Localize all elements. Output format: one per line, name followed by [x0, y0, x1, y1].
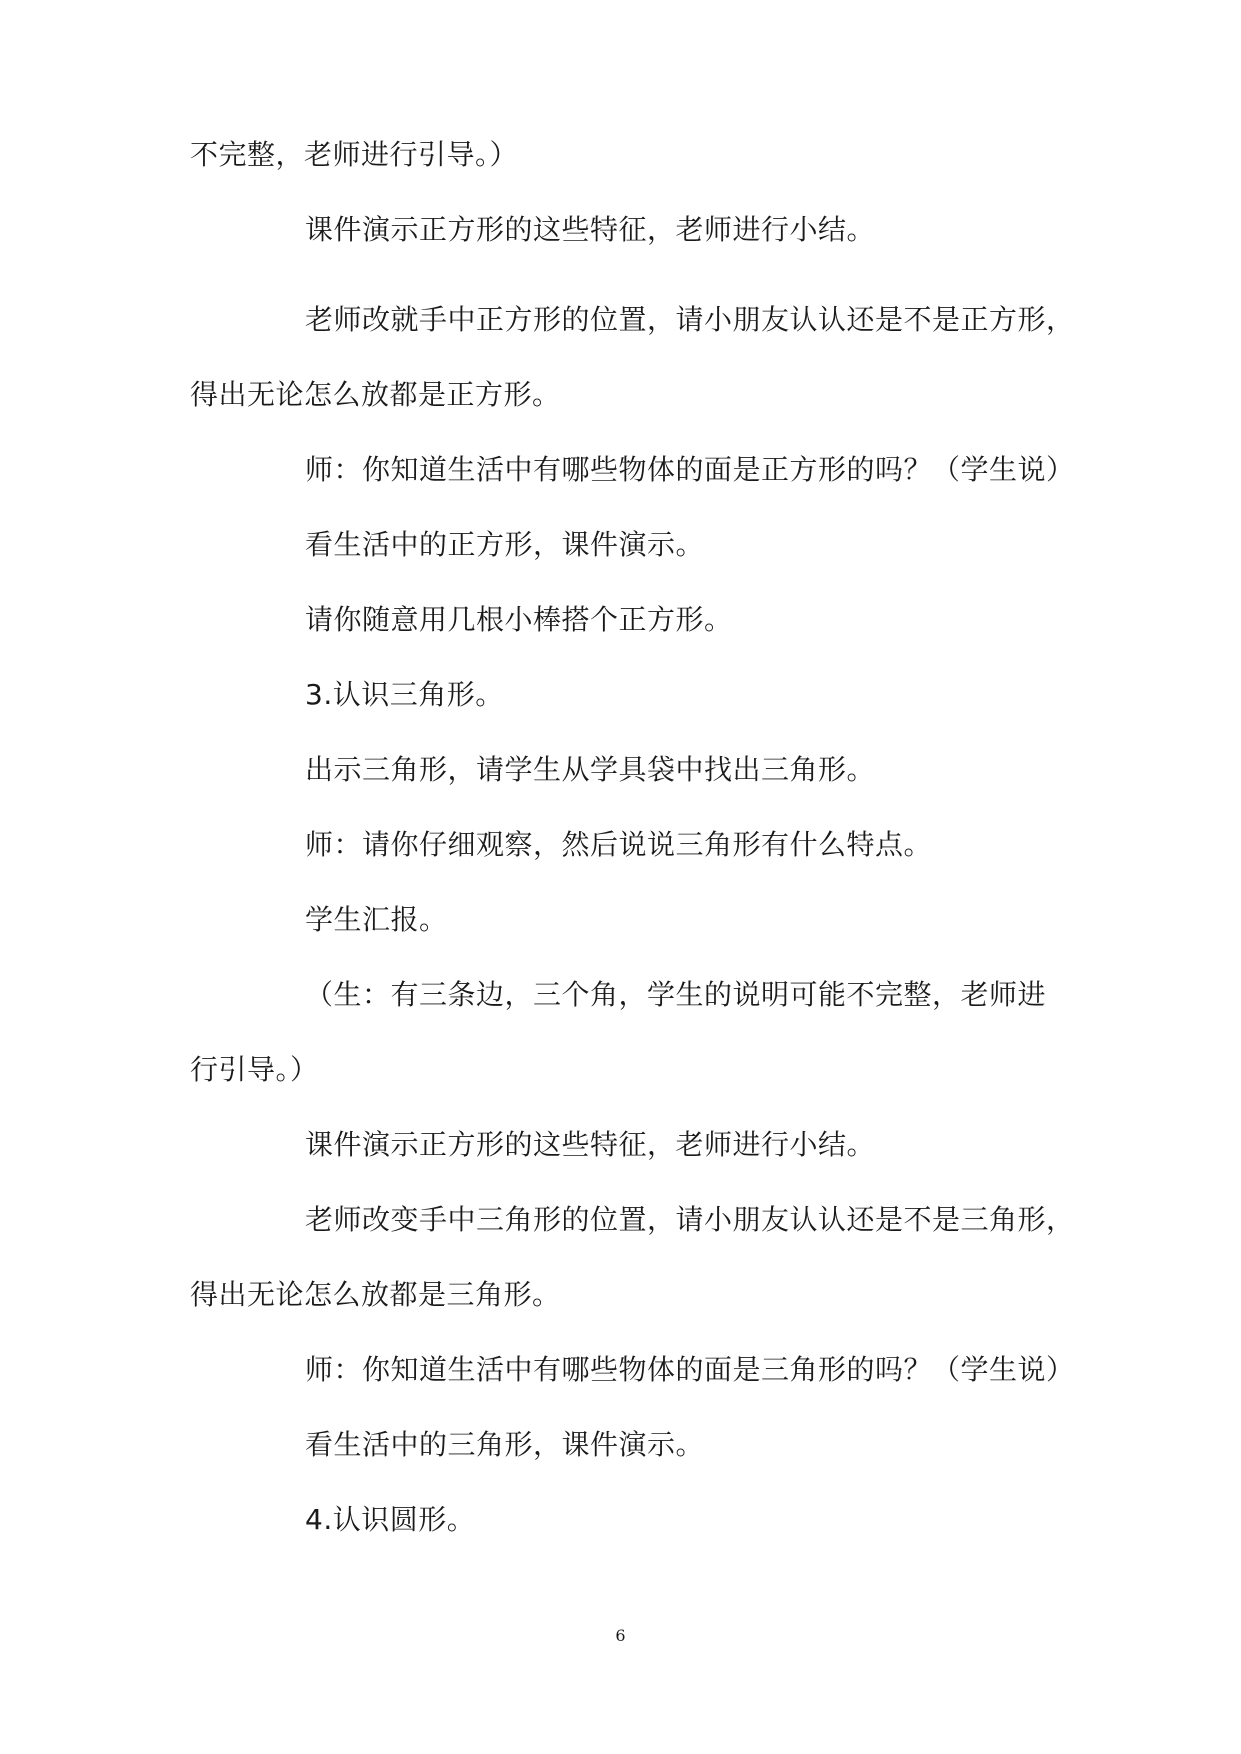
paragraph-line: 得出无论怎么放都是正方形。: [190, 378, 561, 411]
paragraph-line: 不完整，老师进行引导。）: [190, 138, 519, 171]
paragraph-line: （生：有三条边，三个角，学生的说明可能不完整，老师进: [305, 978, 1047, 1011]
paragraph-line: 课件演示正方形的这些特征，老师进行小结。: [305, 1128, 876, 1161]
paragraph-line: 得出无论怎么放都是三角形。: [190, 1278, 561, 1311]
paragraph-line: 老师改变手中三角形的位置，请小朋友认认还是不是三角形，: [305, 1203, 1075, 1236]
paragraph-line: 师：请你仔细观察，然后说说三角形有什么特点。: [305, 828, 933, 861]
paragraph-line: 请你随意用几根小棒搭个正方形。: [305, 603, 733, 636]
paragraph-line: 看生活中的正方形，课件演示。: [305, 528, 705, 561]
paragraph-line: 师：你知道生活中有哪些物体的面是正方形的吗？（学生说）: [305, 453, 1075, 486]
paragraph-line: 学生汇报。: [305, 903, 448, 936]
paragraph-line: 行引导。）: [190, 1053, 319, 1086]
paragraph-line: 师：你知道生活中有哪些物体的面是三角形的吗？（学生说）: [305, 1353, 1075, 1386]
section-heading: 4.认识圆形。: [305, 1503, 476, 1536]
paragraph-line: 看生活中的三角形，课件演示。: [305, 1428, 705, 1461]
paragraph-line: 出示三角形，请学生从学具袋中找出三角形。: [305, 753, 876, 786]
paragraph-line: 课件演示正方形的这些特征，老师进行小结。: [305, 213, 876, 246]
paragraph-line: 老师改就手中正方形的位置，请小朋友认认还是不是正方形，: [305, 303, 1075, 336]
section-heading: 3.认识三角形。: [305, 678, 504, 711]
page-number: 6: [615, 1626, 626, 1645]
